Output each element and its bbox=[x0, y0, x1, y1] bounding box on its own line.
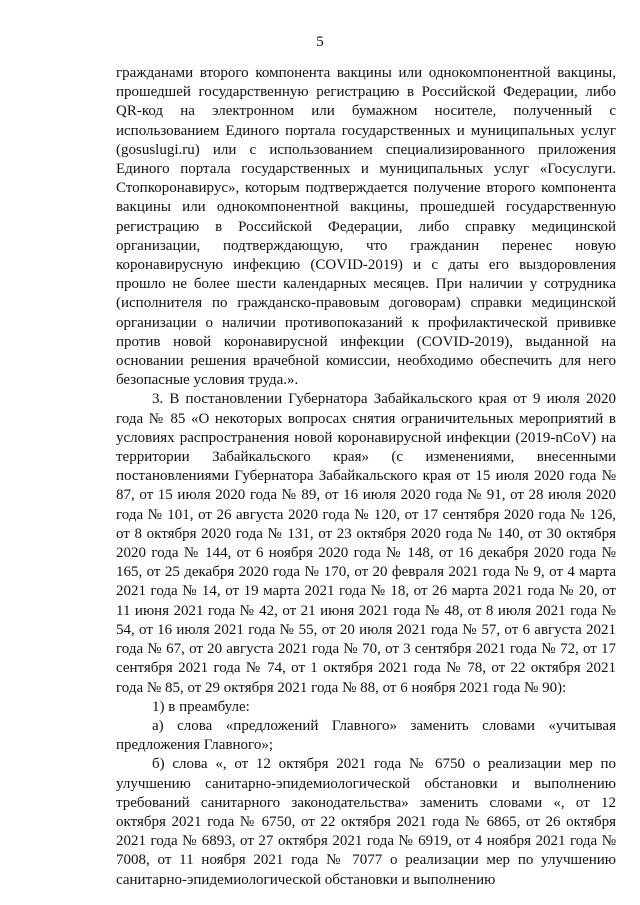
page-number: 5 bbox=[316, 34, 324, 50]
paragraph-continuation: гражданами второго компонента вакцины или однокомпонентной вакцины, прошедшей государственную регистрацию в Российской Федерации, либо QR-код на электронном или бумажном носителе, полученный с использованием Единого портала государственных и муниципальных услуг (gosuslugi.ru) или с использованием специализированного приложения Единого портала государственных и муниципальных услуг «Госуслуги. Стопкоронавирус», которым подтверждается получение второго компонента вакцины или однокомпонентной вакцины, прошедшей государственную регистрацию в Российской Федерации, либо справку медицинской организации, подтверждающую, что гражданин перенес новую коронавирусную инфекцию (COVID-2019) и с даты его выздоровления прошло не более шести календарных месяцев. При наличии у сотрудника (исполнителя по гражданско-правовым договорам) справки медицинской организации о наличии противопоказаний к профилактической прививке против новой коронавирусной инфекции (COVID-2019), выданной на основании решения врачебной комиссии, необходимо обеспечить для него безопасные условия труда.». bbox=[116, 65, 616, 389]
paragraph-subitem-a: а) слова «предложений Главного» заменить словами «учитывая предложения Главного»; bbox=[116, 717, 616, 754]
paragraph-item-3: 3. В постановлении Губернатора Забайкальского края от 9 июля 2020 года № 85 «О некоторых вопросах снятия ограничительных мероприятий в условиях распространения новой коронавирусной инфекции (2019-nCoV) на территории Забайкальского края» (с изменениями, внесенными постановлениями Губернатора Забайкальского края от 15 июля 2020 года № 87, от 15 июля 2020 года № 89, от 16 июля 2020 года № 91, от 28 июля 2020 года № 101, от 26 августа 2020 года № 120, от 17 сентября 2020 года № 126, от 8 октября 2020 года № 131, от 23 октября 2020 года № 140, от 30 октября 2020 года № 144, от 6 ноября 2020 года № 148, от 16 декабря 2020 года № 165, от 25 декабря 2020 года № 170, от 20 февраля 2021 года № 9, от 4 марта 2021 года № 14, от 19 марта 2021 года № 18, от 26 марта 2021 года № 20, от 11 июня 2021 года № 42, от 21 июня 2021 года № 48, от 8 июля 2021 года № 54, от 16 июля 2021 года № 55, от 20 июля 2021 года № 57, от 6 августа 2021 года № 67, от 20 августа 2021 года № 70, от 3 сентября 2021 года № 72, от 17 сентября 2021 года № 74, от 1 октября 2021 года № 78, от 22 октября 2021 года № 85, от 29 октября 2021 года № 88, от 6 ноября 2021 года № 90): bbox=[116, 391, 616, 696]
document-body bbox=[116, 64, 616, 890]
paragraph-subitem-b: б) слова «, от 12 октября 2021 года № 6750 о реализации мер по улучшению санитарно-эпидемиологической обстановки и выполнению требований санитарного законодательства» заменить словами «, от 12 октября 2021 года № 6750, от 22 октября 2021 года № 6865, от 26 октября 2021 года № 6893, от 27 октября 2021 года № 6919, от 4 ноября 2021 года № 7008, от 11 ноября 2021 года № 7077 о реализации мер по улучшению санитарно-эпидемиологической обстановки и выполнению bbox=[116, 756, 616, 888]
paragraph-subitem-1: 1) в преамбуле: bbox=[152, 698, 250, 715]
